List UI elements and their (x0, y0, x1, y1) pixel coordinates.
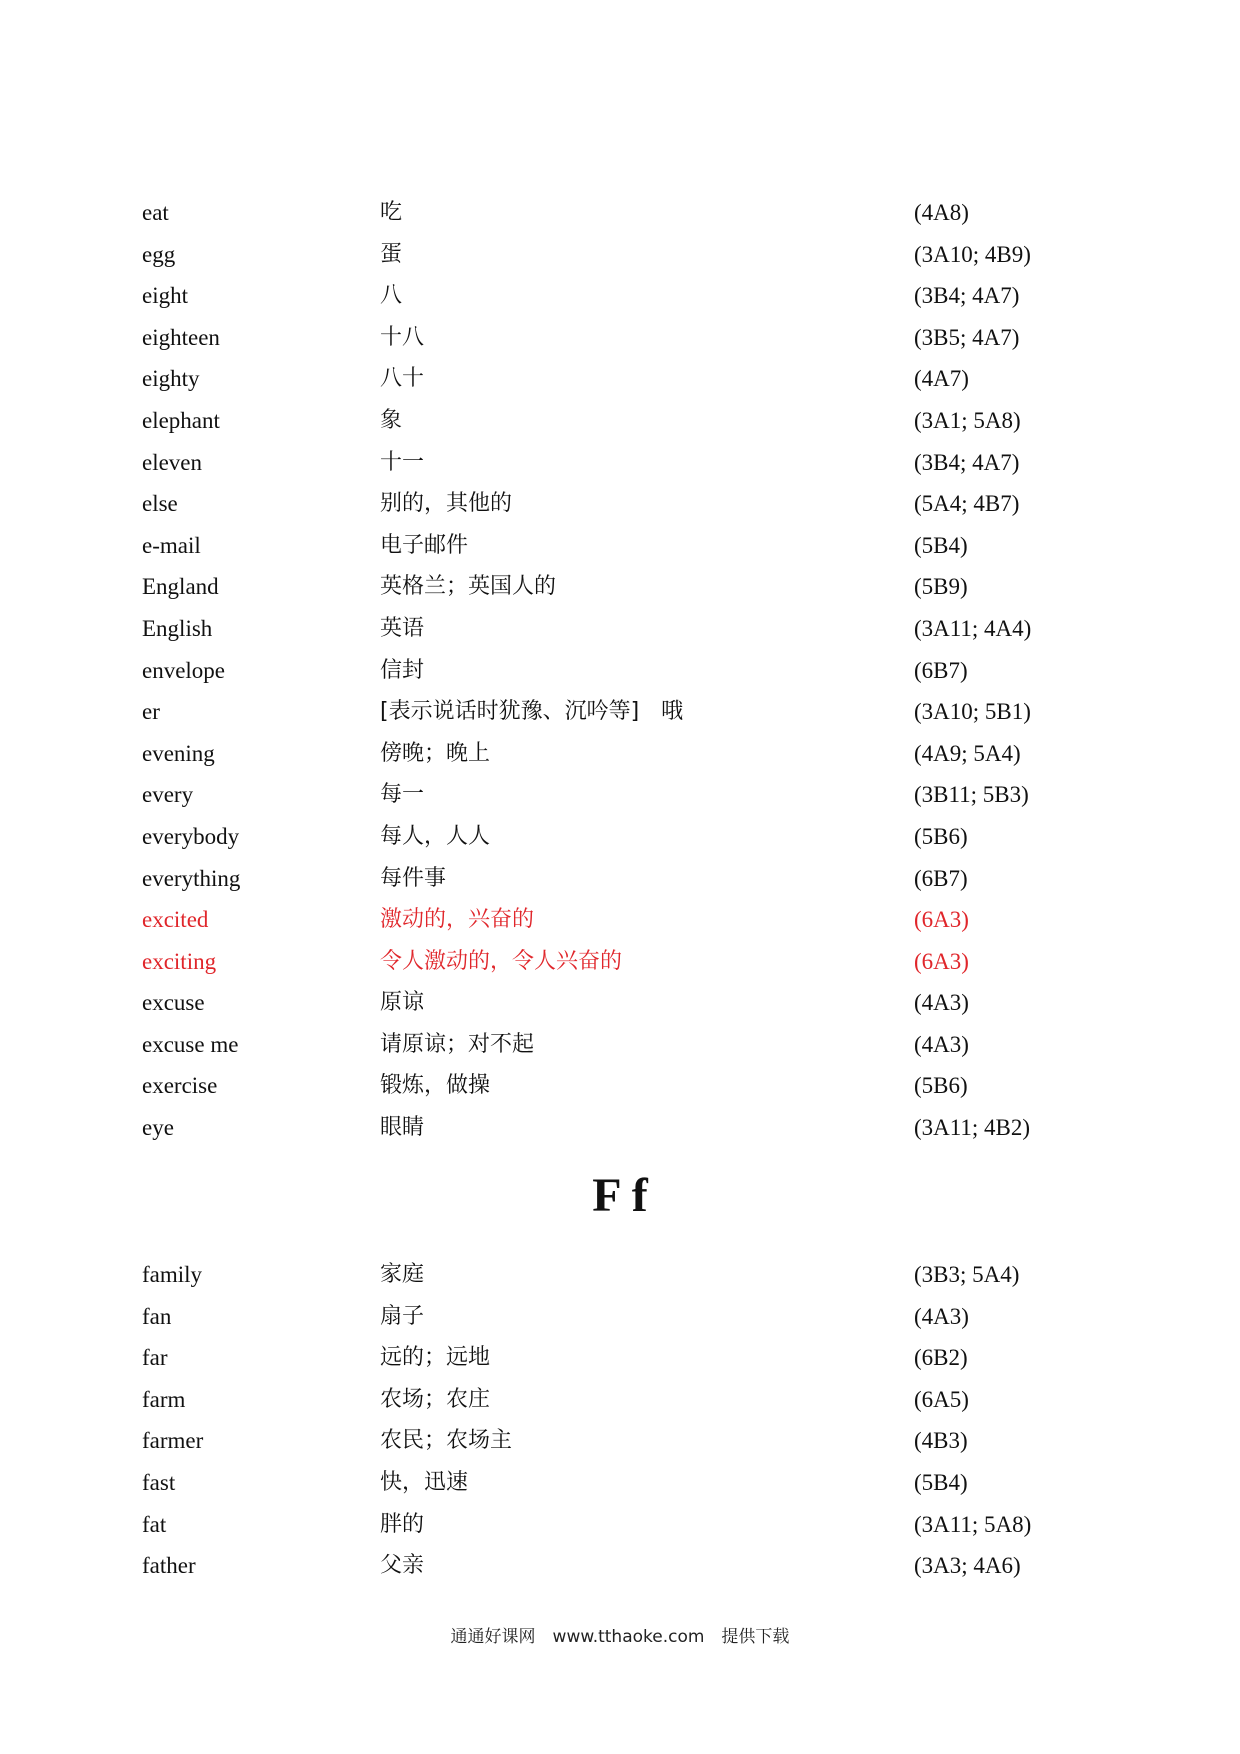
vocabulary-list-e (0, 192, 1240, 1149)
vocab-meaning: 家庭 (380, 1262, 425, 1287)
vocab-entry (0, 275, 1240, 317)
vocab-word: eighteen (142, 324, 220, 350)
vocab-meaning: 父亲 (380, 1553, 425, 1579)
vocab-meaning: 八 (380, 283, 403, 309)
vocab-meaning: 傍晚；晚上 (380, 740, 491, 766)
vocab-word: eye (142, 1115, 174, 1141)
vocab-entry (0, 442, 1240, 484)
vocab-unit-ref: (5B4) (914, 532, 968, 558)
vocab-word: fast (142, 1469, 176, 1495)
vocab-entry (0, 566, 1240, 608)
vocab-meaning: [表示说话时犹豫、沉吟等] 哦 (380, 699, 684, 725)
vocab-meaning: 十八 (380, 324, 425, 350)
vocab-unit-ref: (4A3) (914, 990, 969, 1016)
vocab-word: eighty (142, 366, 200, 392)
vocab-unit-ref: (4A9; 5A4) (914, 740, 1021, 766)
vocab-meaning: 快，迅速 (380, 1469, 469, 1495)
vocab-word: evening (142, 740, 215, 766)
vocab-unit-ref: (6B7) (914, 865, 968, 891)
vocab-entry (0, 816, 1240, 858)
vocab-word: father (142, 1553, 196, 1579)
vocab-entry (0, 774, 1240, 816)
vocab-meaning: 别的，其他的 (380, 491, 513, 517)
vocab-word: e-mail (142, 532, 201, 558)
vocab-entry (0, 650, 1240, 692)
vocab-unit-ref: (6A3) (914, 948, 969, 974)
vocab-meaning: 每人，人人 (380, 823, 491, 849)
vocab-meaning: 锻炼，做操 (380, 1073, 491, 1099)
vocab-unit-ref: (3A11; 4A4) (914, 615, 1032, 641)
vocab-word: farmer (142, 1428, 204, 1454)
vocab-word: English (142, 615, 213, 641)
vocab-entry (0, 317, 1240, 359)
vocab-entry (0, 234, 1240, 276)
vocab-unit-ref: (3B3; 5A4) (914, 1262, 1020, 1287)
vocab-word: excited (142, 907, 209, 933)
vocab-entry (0, 1254, 1240, 1296)
vocab-meaning: 象 (380, 407, 403, 433)
vocab-word: everything (142, 865, 241, 891)
vocab-unit-ref: (4A3) (914, 1303, 969, 1329)
vocab-entry (0, 941, 1240, 983)
vocab-unit-ref: (5B4) (914, 1469, 968, 1495)
vocab-meaning: 令人激动的，令人兴奋的 (380, 948, 623, 974)
vocabulary-list-f (0, 1254, 1240, 1587)
page-footer: 通通好课网 www.tthaoke.com 提供下载 (450, 1627, 790, 1647)
vocab-unit-ref: (4B3) (914, 1428, 968, 1454)
vocab-meaning: 电子邮件 (380, 532, 469, 558)
vocab-entry (0, 483, 1240, 525)
vocab-word: eight (142, 283, 188, 309)
vocab-word: elephant (142, 407, 220, 433)
vocab-unit-ref: (6B2) (914, 1345, 968, 1371)
vocab-entry (0, 1296, 1240, 1338)
vocab-entry (0, 192, 1240, 234)
vocab-word: eat (142, 200, 169, 225)
vocab-unit-ref: (4A7) (914, 366, 969, 392)
vocab-meaning: 激动的，兴奋的 (380, 907, 535, 933)
vocab-unit-ref: (3A11; 4B2) (914, 1115, 1031, 1141)
vocab-word: far (142, 1345, 168, 1371)
vocab-entry (0, 1545, 1240, 1587)
vocab-meaning: 信封 (380, 657, 425, 683)
vocab-word: exercise (142, 1073, 218, 1099)
vocab-entry (0, 1065, 1240, 1107)
vocab-unit-ref: (5B6) (914, 823, 968, 849)
vocab-word: er (142, 699, 160, 725)
vocab-meaning: 胖的 (380, 1511, 425, 1537)
vocab-entry (0, 858, 1240, 900)
vocab-entry (0, 733, 1240, 775)
vocab-entry (0, 358, 1240, 400)
vocab-unit-ref: (3A10; 4B9) (914, 241, 1031, 267)
vocab-word: farm (142, 1386, 186, 1412)
vocab-word: else (142, 491, 178, 517)
vocab-entry (0, 1379, 1240, 1421)
vocab-unit-ref: (3B4; 4A7) (914, 449, 1020, 475)
vocab-meaning: 十一 (380, 449, 425, 475)
vocab-word: excuse (142, 990, 205, 1016)
vocab-meaning: 八十 (380, 366, 425, 392)
vocab-entry (0, 691, 1240, 733)
vocab-unit-ref: (6A5) (914, 1386, 969, 1412)
vocab-word: every (142, 782, 194, 808)
vocab-entry (0, 1504, 1240, 1546)
vocab-entry (0, 982, 1240, 1024)
vocab-unit-ref: (3A10; 5B1) (914, 699, 1031, 725)
vocab-word: fan (142, 1303, 172, 1329)
vocab-unit-ref: (6B7) (914, 657, 968, 683)
vocab-unit-ref: (3A11; 5A8) (914, 1511, 1032, 1537)
vocab-entry (0, 525, 1240, 567)
vocab-meaning: 眼睛 (380, 1115, 425, 1141)
vocab-entry (0, 608, 1240, 650)
vocab-entry (0, 1337, 1240, 1379)
vocab-meaning: 扇子 (380, 1303, 425, 1329)
vocab-entry (0, 1462, 1240, 1504)
vocab-meaning: 请原谅；对不起 (380, 1031, 535, 1057)
vocab-entry (0, 1024, 1240, 1066)
vocab-word: egg (142, 241, 176, 267)
vocab-entry (0, 899, 1240, 941)
vocab-meaning: 农民；农场主 (380, 1428, 513, 1454)
vocab-unit-ref: (5B6) (914, 1073, 968, 1099)
vocab-unit-ref: (4A8) (914, 200, 969, 225)
vocab-unit-ref: (3A1; 5A8) (914, 407, 1021, 433)
vocab-word: envelope (142, 657, 226, 683)
vocab-entry (0, 1420, 1240, 1462)
vocab-unit-ref: (5B9) (914, 574, 968, 600)
vocab-unit-ref: (6A3) (914, 907, 969, 933)
vocab-meaning: 原谅 (380, 990, 425, 1016)
vocab-unit-ref: (3B11; 5B3) (914, 782, 1029, 808)
vocab-word: England (142, 574, 219, 600)
vocab-word: excuse me (142, 1031, 239, 1057)
vocab-word: exciting (142, 948, 217, 974)
vocab-meaning: 吃 (380, 200, 403, 225)
vocab-meaning: 远的；远地 (380, 1345, 491, 1371)
vocab-meaning: 英语 (380, 615, 425, 641)
vocab-meaning: 英格兰；英国人的 (380, 574, 557, 600)
vocab-word: family (142, 1262, 203, 1287)
vocab-unit-ref: (3B4; 4A7) (914, 283, 1020, 309)
vocab-unit-ref: (3B5; 4A7) (914, 324, 1020, 350)
vocab-meaning: 蛋 (380, 241, 403, 267)
vocab-word: fat (142, 1511, 167, 1537)
vocab-meaning: 每一 (380, 782, 425, 808)
letter-heading-f: F f (592, 1169, 648, 1222)
vocab-unit-ref: (5A4; 4B7) (914, 491, 1020, 517)
vocab-word: eleven (142, 449, 203, 475)
vocab-entry (0, 400, 1240, 442)
vocab-word: everybody (142, 823, 240, 849)
vocab-unit-ref: (4A3) (914, 1031, 969, 1057)
vocab-meaning: 每件事 (380, 865, 447, 891)
vocab-entry (0, 1107, 1240, 1149)
vocab-meaning: 农场；农庄 (380, 1386, 491, 1412)
vocab-unit-ref: (3A3; 4A6) (914, 1553, 1021, 1579)
